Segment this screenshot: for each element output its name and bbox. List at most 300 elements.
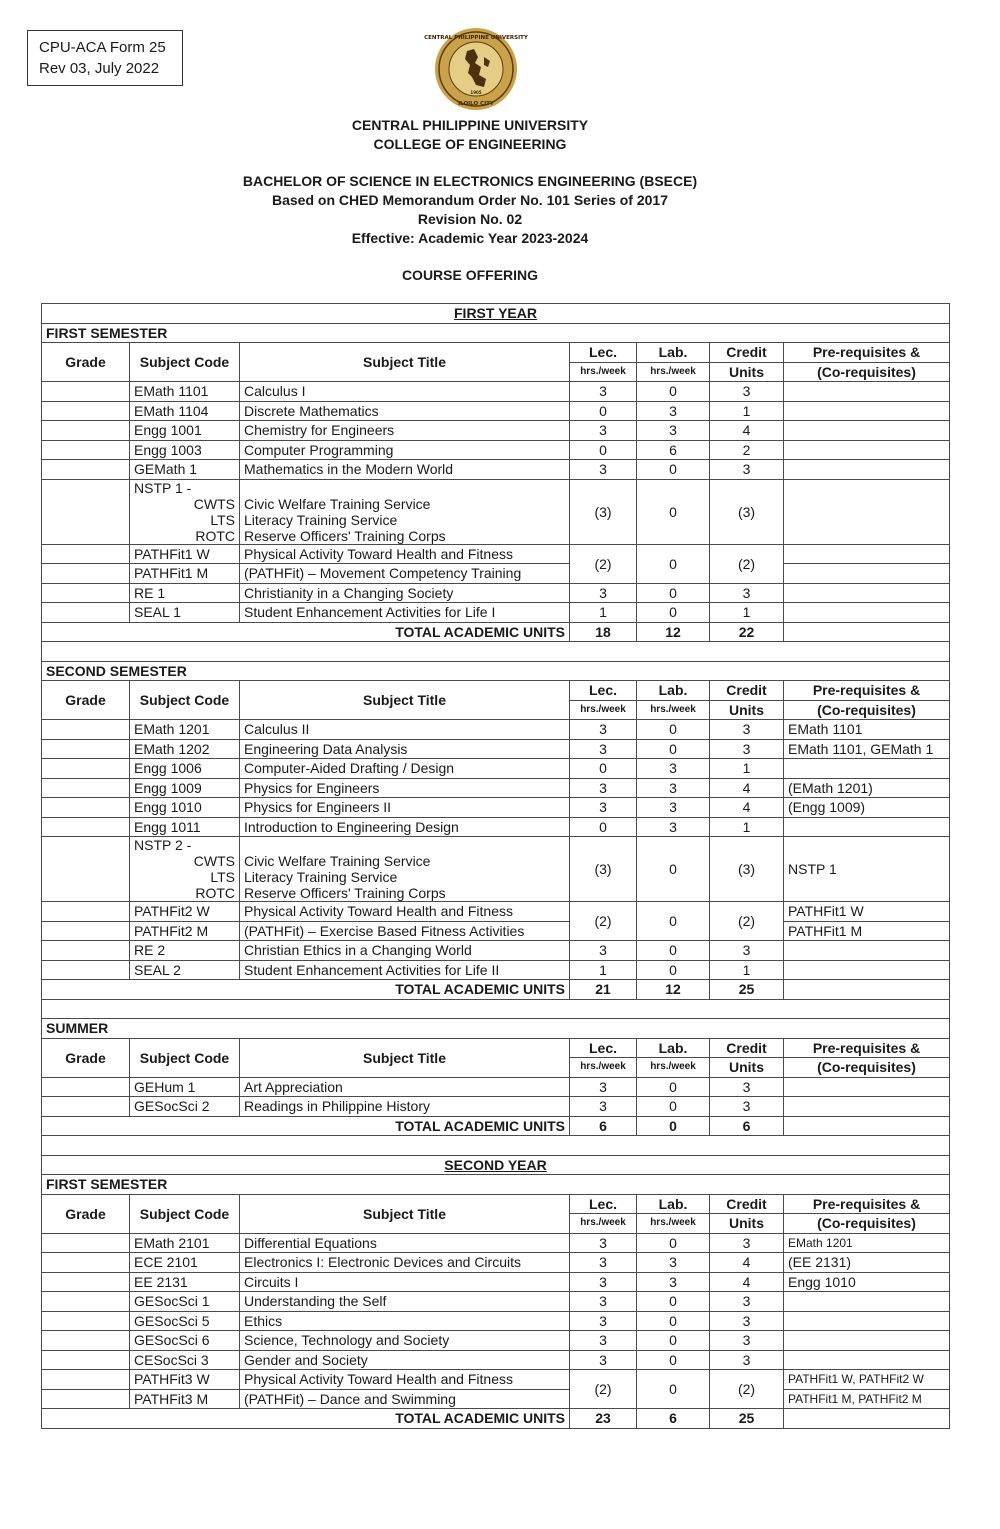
- subject-title: Mathematics in the Modern World: [240, 460, 570, 480]
- col-code: Subject Code: [130, 1194, 240, 1233]
- pathfit-row: [42, 564, 950, 584]
- lec-hours: 3: [570, 739, 637, 759]
- grade-cell: [42, 798, 130, 818]
- grade-cell: [42, 941, 130, 961]
- subject-title: Introduction to Engineering Design: [240, 817, 570, 837]
- lab-hours: 0: [637, 720, 710, 740]
- lab-hours: 0: [637, 1233, 710, 1253]
- col-credit: Credit: [710, 1194, 784, 1214]
- spacer-row: [42, 642, 950, 662]
- semester-label: FIRST SEMESTER: [42, 1175, 950, 1195]
- lec-hours: 3: [570, 1350, 637, 1370]
- subject-code: EMath 1101: [130, 382, 240, 402]
- prerequisites: [784, 941, 950, 961]
- total-row: [42, 622, 950, 642]
- col-lec: Lec.: [570, 1038, 637, 1058]
- total-lab: 12: [637, 622, 710, 642]
- subject-code: CESocSci 3: [130, 1350, 240, 1370]
- nstp-code: NSTP 1 -: [134, 479, 192, 496]
- university-name: CENTRAL PHILIPPINE UNIVERSITY: [351, 117, 589, 133]
- subject-title: Christian Ethics in a Changing World: [240, 941, 570, 961]
- lec-hours: (2): [570, 902, 637, 941]
- lab-hours: 3: [637, 1253, 710, 1273]
- lec-hours: 3: [570, 1233, 637, 1253]
- lec-hours: 0: [570, 817, 637, 837]
- subject-title: Physics for Engineers: [240, 778, 570, 798]
- pathfit-row: [42, 544, 950, 564]
- grade-cell: [42, 1350, 130, 1370]
- credit-units: 3: [710, 941, 784, 961]
- subject-code: [130, 837, 240, 902]
- col-prereq-sub: (Co-requisites): [784, 700, 950, 720]
- total-label: TOTAL ACADEMIC UNITS: [42, 622, 570, 642]
- lec-hours: 3: [570, 1097, 637, 1117]
- prerequisites: PATHFit1 M: [784, 921, 950, 941]
- lec-hours: 3: [570, 1077, 637, 1097]
- total-lab: 0: [637, 1116, 710, 1136]
- table-row: [42, 759, 950, 779]
- lec-hours: 0: [570, 440, 637, 460]
- prerequisites: PATHFit1 W, PATHFit2 W: [784, 1370, 950, 1390]
- col-lec-sub: hrs./week: [570, 1058, 637, 1078]
- table-row: [42, 1233, 950, 1253]
- subject-title: Circuits I: [240, 1272, 570, 1292]
- subject-title: Christianity in a Changing Society: [240, 583, 570, 603]
- subject-title: Student Enhancement Activities for Life II: [240, 960, 570, 980]
- credit-units: 1: [710, 960, 784, 980]
- lab-hours: 0: [637, 1077, 710, 1097]
- subject-title: Differential Equations: [240, 1233, 570, 1253]
- credit-units: (3): [710, 837, 784, 902]
- col-credit-sub: Units: [710, 362, 784, 382]
- credit-units: 3: [710, 739, 784, 759]
- grade-cell: [42, 960, 130, 980]
- credit-units: 3: [710, 1077, 784, 1097]
- grade-cell: [42, 401, 130, 421]
- lab-hours: 3: [637, 1272, 710, 1292]
- credit-units: 4: [710, 1272, 784, 1292]
- prerequisites: [784, 817, 950, 837]
- table-row: [42, 401, 950, 421]
- grade-cell: [42, 440, 130, 460]
- total-units: 25: [710, 980, 784, 1000]
- subject-title: Physics for Engineers II: [240, 798, 570, 818]
- prerequisites: [784, 460, 950, 480]
- lab-hours: 0: [637, 1292, 710, 1312]
- lec-hours: 0: [570, 759, 637, 779]
- nstp-title-lts: Literacy Training Service: [244, 511, 398, 528]
- subject-title: (PATHFit) – Movement Competency Training: [240, 564, 570, 584]
- prerequisites: [784, 583, 950, 603]
- grade-cell: [42, 1097, 130, 1117]
- col-grade: Grade: [42, 681, 130, 720]
- subject-title: Calculus II: [240, 720, 570, 740]
- col-title: Subject Title: [240, 343, 570, 382]
- credit-units: 3: [710, 382, 784, 402]
- program-header: [0, 172, 940, 248]
- grade-cell: [42, 382, 130, 402]
- lab-hours: 0: [637, 583, 710, 603]
- grade-cell: [42, 460, 130, 480]
- table-row: [42, 941, 950, 961]
- table-row: [42, 1331, 950, 1351]
- grade-cell: [42, 544, 130, 564]
- subject-code: EMath 1104: [130, 401, 240, 421]
- pathfit-row: [42, 902, 950, 922]
- lab-hours: 0: [637, 1311, 710, 1331]
- subject-code: EMath 1202: [130, 739, 240, 759]
- column-header-row: [42, 1038, 950, 1058]
- table-row: [42, 583, 950, 603]
- subject-title: Science, Technology and Society: [240, 1331, 570, 1351]
- col-lab-sub: hrs./week: [637, 1214, 710, 1234]
- total-units: 25: [710, 1409, 784, 1429]
- summer-rows: [42, 1077, 950, 1136]
- subject-code: GESocSci 2: [130, 1097, 240, 1117]
- credit-units: 3: [710, 1331, 784, 1351]
- semester-label: SUMMER: [42, 1019, 950, 1039]
- subject-code: EE 2131: [130, 1272, 240, 1292]
- grade-cell: [42, 817, 130, 837]
- table-row: [42, 1253, 950, 1273]
- lab-hours: 3: [637, 798, 710, 818]
- subject-code: PATHFit2 W: [130, 902, 240, 922]
- table-row: [42, 1350, 950, 1370]
- col-credit: Credit: [710, 681, 784, 701]
- table-row: [42, 603, 950, 623]
- subject-code: SEAL 1: [130, 603, 240, 623]
- subject-code: RE 2: [130, 941, 240, 961]
- prerequisites: [784, 1311, 950, 1331]
- total-row: [42, 1116, 950, 1136]
- grade-cell: [42, 479, 130, 544]
- table-row: [42, 382, 950, 402]
- col-lec-sub: hrs./week: [570, 700, 637, 720]
- grade-cell: [42, 1389, 130, 1409]
- subject-code: GESocSci 5: [130, 1311, 240, 1331]
- subject-code: Engg 1010: [130, 798, 240, 818]
- lab-hours: 3: [637, 421, 710, 441]
- pathfit-row: [42, 921, 950, 941]
- lec-hours: 3: [570, 382, 637, 402]
- credit-units: 4: [710, 778, 784, 798]
- col-grade: Grade: [42, 1194, 130, 1233]
- lec-hours: 3: [570, 1311, 637, 1331]
- lab-hours: 0: [637, 1350, 710, 1370]
- prerequisites: [784, 1097, 950, 1117]
- subject-code: EMath 1201: [130, 720, 240, 740]
- subject-title: Discrete Mathematics: [240, 401, 570, 421]
- subject-title: Student Enhancement Activities for Life I: [240, 603, 570, 623]
- subject-code: PATHFit1 W: [130, 544, 240, 564]
- subject-code: [130, 479, 240, 544]
- col-lab-sub: hrs./week: [637, 362, 710, 382]
- col-prereq: Pre-requisites &: [784, 1194, 950, 1214]
- nstp-title-cwts: Civic Welfare Training Service: [244, 495, 431, 512]
- table-row: [42, 460, 950, 480]
- col-prereq: Pre-requisites &: [784, 1038, 950, 1058]
- subject-title: Electronics I: Electronic Devices and Circuits: [240, 1253, 570, 1273]
- prerequisites: [784, 1350, 950, 1370]
- prerequisites: [784, 421, 950, 441]
- ched-basis: Based on CHED Memorandum Order No. 101 Series of 2017: [271, 192, 668, 208]
- subject-title: Art Appreciation: [240, 1077, 570, 1097]
- prerequisites: [784, 479, 950, 544]
- total-label: TOTAL ACADEMIC UNITS: [42, 980, 570, 1000]
- credit-units: (2): [710, 1370, 784, 1409]
- col-code: Subject Code: [130, 1038, 240, 1077]
- nstp-cwts: CWTS: [193, 495, 235, 512]
- grade-cell: [42, 837, 130, 902]
- lec-hours: (2): [570, 544, 637, 583]
- nstp-cwts: CWTS: [193, 853, 235, 869]
- y2s1-rows: [42, 1233, 950, 1428]
- subject-title: (PATHFit) – Exercise Based Fitness Activities: [240, 921, 570, 941]
- prerequisites: EMath 1201: [784, 1233, 950, 1253]
- semester-row: [42, 1175, 950, 1195]
- col-lab-sub: hrs./week: [637, 700, 710, 720]
- prerequisites: [784, 544, 950, 564]
- table-row: [42, 1097, 950, 1117]
- seal-bottom-text: ILOILO CITY: [458, 101, 494, 107]
- grade-cell: [42, 1370, 130, 1390]
- nstp-rotc: ROTC: [195, 885, 235, 901]
- program-name: BACHELOR OF SCIENCE IN ELECTRONICS ENGINEERING (BSECE): [242, 173, 698, 189]
- pathfit-row: [42, 1370, 950, 1390]
- col-lec: Lec.: [570, 343, 637, 363]
- lab-hours: 0: [637, 1331, 710, 1351]
- lec-hours: 1: [570, 603, 637, 623]
- subject-title: Calculus I: [240, 382, 570, 402]
- subject-code: Engg 1009: [130, 778, 240, 798]
- subject-title: Understanding the Self: [240, 1292, 570, 1312]
- nstp-title-rotc: Reserve Officers' Training Corps: [244, 527, 446, 544]
- col-lec-sub: hrs./week: [570, 1214, 637, 1234]
- prerequisites: (EMath 1201): [784, 778, 950, 798]
- col-credit: Credit: [710, 1038, 784, 1058]
- prerequisites: (Engg 1009): [784, 798, 950, 818]
- credit-units: 3: [710, 583, 784, 603]
- column-header-row: [42, 681, 950, 701]
- prerequisites: (EE 2131): [784, 1253, 950, 1273]
- credit-units: 1: [710, 401, 784, 421]
- col-prereq: Pre-requisites &: [784, 681, 950, 701]
- prerequisites: [784, 401, 950, 421]
- nstp-title-rotc: Reserve Officers' Training Corps: [244, 885, 446, 901]
- col-lec: Lec.: [570, 681, 637, 701]
- credit-units: (2): [710, 902, 784, 941]
- lec-hours: 3: [570, 941, 637, 961]
- col-lec-sub: hrs./week: [570, 362, 637, 382]
- subject-title: Ethics: [240, 1311, 570, 1331]
- col-lab: Lab.: [637, 681, 710, 701]
- subject-code: GESocSci 1: [130, 1292, 240, 1312]
- university-seal-logo: [424, 27, 528, 111]
- revision-number: Revision No. 02: [417, 211, 523, 227]
- credit-units: 4: [710, 798, 784, 818]
- grade-cell: [42, 1077, 130, 1097]
- subject-code: PATHFit1 M: [130, 564, 240, 584]
- credit-units: 3: [710, 1233, 784, 1253]
- col-lab-sub: hrs./week: [637, 1058, 710, 1078]
- lab-hours: 0: [637, 837, 710, 902]
- year-row: [42, 304, 950, 324]
- col-code: Subject Code: [130, 681, 240, 720]
- spacer-row: [42, 999, 950, 1019]
- credit-units: 4: [710, 1253, 784, 1273]
- col-grade: Grade: [42, 343, 130, 382]
- nstp-lts: LTS: [210, 511, 235, 528]
- credit-units: 3: [710, 1350, 784, 1370]
- col-credit-sub: Units: [710, 1214, 784, 1234]
- subject-title: Gender and Society: [240, 1350, 570, 1370]
- grade-cell: [42, 921, 130, 941]
- semester-row: [42, 323, 950, 343]
- pathfit-row: [42, 1389, 950, 1409]
- table-row: [42, 1292, 950, 1312]
- col-lab: Lab.: [637, 343, 710, 363]
- lab-hours: 3: [637, 817, 710, 837]
- grade-cell: [42, 759, 130, 779]
- col-prereq: Pre-requisites &: [784, 343, 950, 363]
- grade-cell: [42, 1331, 130, 1351]
- subject-code: EMath 2101: [130, 1233, 240, 1253]
- credit-units: 3: [710, 720, 784, 740]
- grade-cell: [42, 564, 130, 584]
- col-grade: Grade: [42, 1038, 130, 1077]
- form-number: CPU-ACA Form 25: [39, 39, 166, 56]
- prerequisites: [784, 759, 950, 779]
- prerequisites: [784, 1292, 950, 1312]
- subject-code: PATHFit3 M: [130, 1389, 240, 1409]
- col-title: Subject Title: [240, 681, 570, 720]
- total-row: [42, 980, 950, 1000]
- total-lab: 12: [637, 980, 710, 1000]
- grade-cell: [42, 1233, 130, 1253]
- lec-hours: 3: [570, 583, 637, 603]
- nstp-row: [42, 837, 950, 902]
- prerequisites: NSTP 1: [784, 837, 950, 902]
- col-credit-sub: Units: [710, 700, 784, 720]
- grade-cell: [42, 1311, 130, 1331]
- table-row: [42, 778, 950, 798]
- total-lec: 23: [570, 1409, 637, 1429]
- table-row: [42, 817, 950, 837]
- institution-header: [0, 116, 940, 154]
- section-title: COURSE OFFERING: [401, 267, 539, 283]
- semester-label: FIRST SEMESTER: [42, 323, 950, 343]
- prerequisites: [784, 960, 950, 980]
- lab-hours: 0: [637, 1097, 710, 1117]
- subject-code: Engg 1001: [130, 421, 240, 441]
- nstp-title-lts: Literacy Training Service: [244, 869, 398, 885]
- subject-code: Engg 1003: [130, 440, 240, 460]
- subject-code: PATHFit2 M: [130, 921, 240, 941]
- subject-title: Physical Activity Toward Health and Fitness: [240, 544, 570, 564]
- table-row: [42, 440, 950, 460]
- lab-hours: 3: [637, 778, 710, 798]
- prerequisites: [784, 603, 950, 623]
- table-row: [42, 960, 950, 980]
- credit-units: 1: [710, 603, 784, 623]
- total-units: 22: [710, 622, 784, 642]
- lab-hours: 0: [637, 544, 710, 583]
- total-lec: 18: [570, 622, 637, 642]
- credit-units: 4: [710, 421, 784, 441]
- column-header-row: [42, 343, 950, 363]
- lab-hours: 0: [637, 460, 710, 480]
- subject-title: Readings in Philippine History: [240, 1097, 570, 1117]
- col-lab: Lab.: [637, 1194, 710, 1214]
- lec-hours: (2): [570, 1370, 637, 1409]
- grade-cell: [42, 778, 130, 798]
- nstp-row: [42, 479, 950, 544]
- prerequisites: EMath 1101, GEMath 1: [784, 739, 950, 759]
- year-label: SECOND YEAR: [42, 1155, 950, 1175]
- subject-code: Engg 1011: [130, 817, 240, 837]
- prerequisites: PATHFit1 M, PATHFit2 M: [784, 1389, 950, 1409]
- subject-code: GEMath 1: [130, 460, 240, 480]
- lec-hours: 3: [570, 1253, 637, 1273]
- subject-title: [240, 837, 570, 902]
- grade-cell: [42, 720, 130, 740]
- lec-hours: 3: [570, 798, 637, 818]
- grade-cell: [42, 1253, 130, 1273]
- col-credit: Credit: [710, 343, 784, 363]
- credit-units: 3: [710, 1097, 784, 1117]
- lab-hours: 0: [637, 603, 710, 623]
- subject-title: Physical Activity Toward Health and Fitness: [240, 1370, 570, 1390]
- subject-title: Chemistry for Engineers: [240, 421, 570, 441]
- prerequisites: [784, 440, 950, 460]
- grade-cell: [42, 583, 130, 603]
- grade-cell: [42, 1272, 130, 1292]
- lec-hours: (3): [570, 837, 637, 902]
- col-title: Subject Title: [240, 1038, 570, 1077]
- lec-hours: (3): [570, 479, 637, 544]
- col-lab: Lab.: [637, 1038, 710, 1058]
- col-prereq-sub: (Co-requisites): [784, 1214, 950, 1234]
- lab-hours: 6: [637, 440, 710, 460]
- subject-title: Engineering Data Analysis: [240, 739, 570, 759]
- prerequisites: Engg 1010: [784, 1272, 950, 1292]
- subject-code: SEAL 2: [130, 960, 240, 980]
- total-units: 6: [710, 1116, 784, 1136]
- prerequisites: EMath 1101: [784, 720, 950, 740]
- lab-hours: 0: [637, 1370, 710, 1409]
- subject-code: GESocSci 6: [130, 1331, 240, 1351]
- col-lec: Lec.: [570, 1194, 637, 1214]
- lec-hours: 3: [570, 1292, 637, 1312]
- col-title: Subject Title: [240, 1194, 570, 1233]
- col-prereq-sub: (Co-requisites): [784, 1058, 950, 1078]
- subject-title: [240, 479, 570, 544]
- lec-hours: 3: [570, 421, 637, 441]
- total-row: [42, 1409, 950, 1429]
- subject-code: Engg 1006: [130, 759, 240, 779]
- prerequisites: [784, 1331, 950, 1351]
- credit-units: 3: [710, 1292, 784, 1312]
- lec-hours: 0: [570, 401, 637, 421]
- effective-year: Effective: Academic Year 2023-2024: [351, 230, 589, 246]
- subject-title: Computer-Aided Drafting / Design: [240, 759, 570, 779]
- prerequisites: [784, 564, 950, 584]
- prerequisites: [784, 382, 950, 402]
- lec-hours: 3: [570, 1331, 637, 1351]
- y1s2-rows: [42, 720, 950, 1000]
- total-lec: 21: [570, 980, 637, 1000]
- college-name: COLLEGE OF ENGINEERING: [373, 136, 567, 152]
